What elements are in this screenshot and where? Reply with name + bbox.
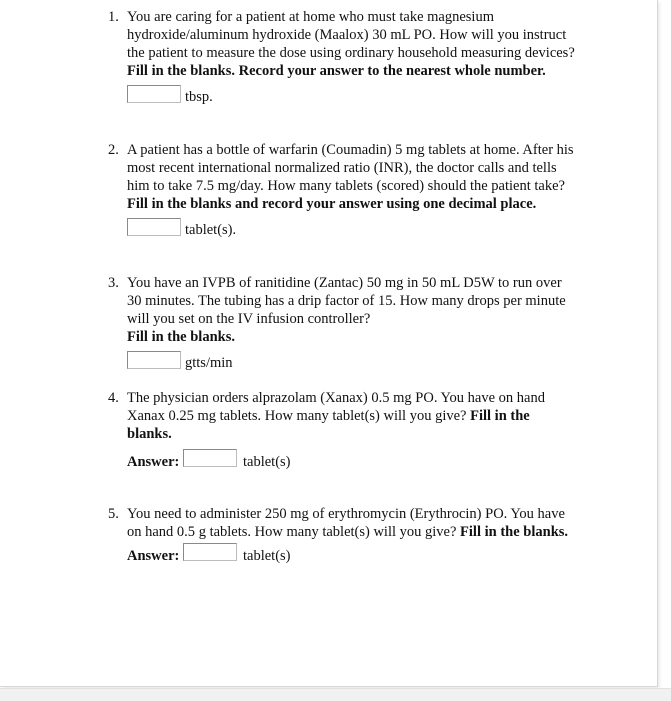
answer-input[interactable] xyxy=(183,449,237,467)
question-instruction: Fill in the blanks and record your answer using one decimal place. xyxy=(127,196,537,212)
question-number: 2. xyxy=(108,142,119,158)
question-text-continued: tablets. How many tablet(s) will you give? xyxy=(209,524,457,540)
answer-input[interactable] xyxy=(127,351,181,369)
question-instruction: Fill in the blanks. xyxy=(127,408,530,442)
question-3 xyxy=(108,274,577,373)
answer-input[interactable] xyxy=(183,543,237,561)
question-4 xyxy=(108,389,577,471)
question-number: 4. xyxy=(108,390,119,406)
question-2 xyxy=(108,141,577,240)
question-text: You need to administer 250 mg of erythromycin (Erythrocin) PO. You have on hand 0.5 xyxy=(127,506,565,540)
answer-unit: tablet(s) xyxy=(243,454,291,470)
question-text: You are caring for a patient at home who must take magnesium hydroxide/aluminum hydroxide (Maalox) 30 mL PO. How will you instruct the patient to measure the dose using ordinary household measuring devices? xyxy=(127,9,575,61)
question-number: 3. xyxy=(108,275,119,291)
answer-unit: tablet(s). xyxy=(185,222,237,238)
question-instruction: Fill in the blanks. xyxy=(460,524,569,540)
answer-input[interactable] xyxy=(127,85,181,103)
question-instruction: Fill in the blanks. xyxy=(127,329,235,345)
question-instruction: Fill in the blanks. Record your answer to the nearest whole number. xyxy=(127,63,546,79)
answer-label: Answer: xyxy=(127,454,180,470)
answer-unit: gtts/min xyxy=(185,355,233,371)
answer-unit: tablet(s) xyxy=(243,548,291,564)
page-bottom-edge xyxy=(0,688,671,701)
question-text: The physician orders alprazolam (Xanax) 0.5 mg PO. You have on hand Xanax 0.25 mg tablets. How many tablet(s) will you give? xyxy=(127,390,545,424)
question-text: A patient has a bottle of warfarin (Coumadin) 5 mg tablets at home. After his most recent international normalized ratio (INR), the doctor calls and tells him to take 7.5 mg/day. How many tablets (scored) should the patient take? xyxy=(127,142,574,194)
question-text: You have an IVPB of ranitidine (Zantac) 50 mg in 50 mL D5W to run over 30 minutes. The tubing has a drip factor of 15. How many drops per minute will you set on the IV infusion controller? xyxy=(127,275,566,327)
question-number: 1. xyxy=(108,9,119,25)
question-number: 5. xyxy=(108,506,119,522)
underlined-unit: g xyxy=(198,524,206,540)
answer-input[interactable] xyxy=(127,218,181,236)
question-5 xyxy=(108,505,577,565)
answer-unit: tbsp. xyxy=(185,89,213,105)
answer-label: Answer: xyxy=(127,548,180,564)
question-1 xyxy=(108,8,577,107)
